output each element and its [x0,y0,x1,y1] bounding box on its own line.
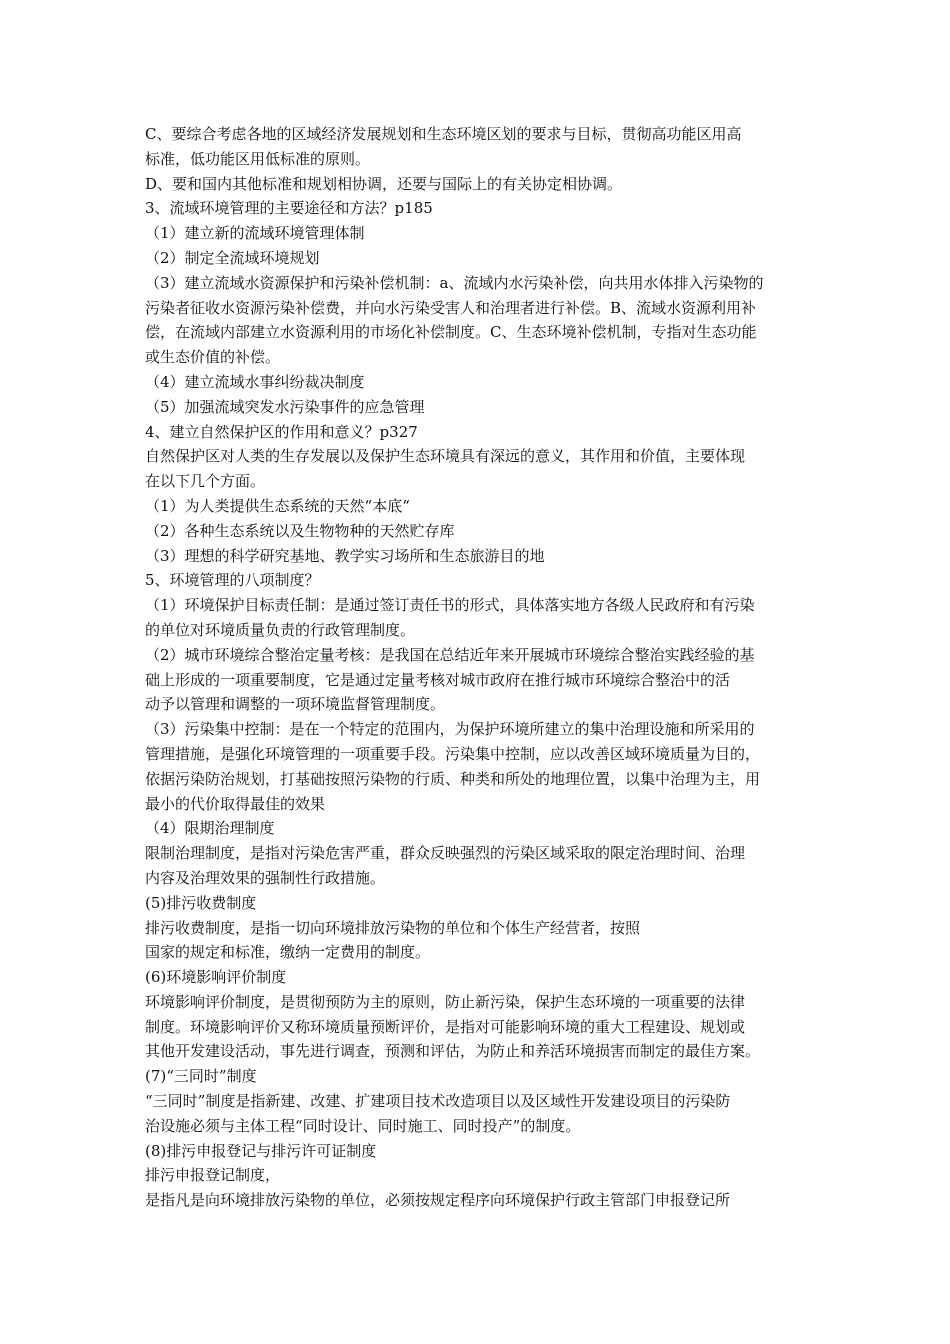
list-item: （3）污染集中控制：是在一个特定的范围内，为保护环境所建立的集中治理设施和所采用的 [145,720,755,739]
text-line: 其他开发建设活动，事先进行调查，预测和评估，为防止和养活环境损害而制定的最佳方案。 [145,1042,761,1061]
text-line: 的单位对环境质量负责的行政管理制度。 [145,620,416,639]
text-line: 标准，低功能区用低标准的原则。 [145,149,371,168]
text-line: 排污收费制度，是指一切向环境排放污染物的单位和个体生产经营者，按照 [145,918,641,937]
text-line: 偿，在流域内部建立水资源利用的市场化补偿制度。C、生态环境补偿机制，专指对生态功能 [145,323,757,342]
list-item: （4）建立流域水事纠纷裁决制度 [145,372,365,391]
list-item: （4）限期治理制度 [145,819,275,838]
section-heading: 5、环境管理的八项制度？ [145,571,320,590]
text-line: 内容及治理效果的强制性行政措施。 [145,868,386,887]
text-line: 制度。环境影响评价又称环境质量预断评价，是指对可能影响环境的重大工程建设、规划或 [145,1017,746,1036]
text-line: 或生态价值的补偿。 [145,348,281,367]
text-line: 在以下几个方面。 [145,472,266,491]
list-item: （2）城市环境综合整治定量考核：是我国在总结近年来开展城市环境综合整治实践经验的基 [145,645,755,664]
text-line: 管理措施，是强化环境管理的一项重要手段。污染集中控制，应以改善区域环境质量为目的， [145,744,761,763]
text-line: 是指凡是向环境排放污染物的单位，必须按规定程序向环境保护行政主管部门申报登记所 [145,1191,731,1210]
section-heading: 3、流域环境管理的主要途径和方法？p185 [145,199,433,218]
document-body [145,122,810,1213]
list-item: （3）理想的科学研究基地、教学实习场所和生态旅游目的地 [145,546,545,565]
list-item: （2）各种生态系统以及生物物种的天然贮存库 [145,521,455,540]
text-line: 国家的规定和标准，缴纳一定费用的制度。 [145,943,431,962]
text-line: 最小的代价取得最佳的效果 [145,794,326,813]
list-item: （1）为人类提供生态系统的天然“本底“ [145,496,410,515]
list-item: (5)排污收费制度 [145,893,257,912]
list-item: (6)环境影响评价制度 [145,968,287,987]
list-item: （2）制定全流域环境规划 [145,248,320,267]
text-line: 排污申报登记制度， [145,1166,281,1185]
text-line: 污染者征收水资源污染补偿费，并向水污染受害人和治理者进行补偿。B、流域水资源利用补 [145,298,757,317]
list-item: (7)“三同时”制度 [145,1067,257,1086]
list-item: （3）建立流域水资源保护和污染补偿机制：a、流域内水污染补偿，向共用水体排入污染物的 [145,273,764,292]
text-line: D、要和国内其他标准和规划相协调，还要与国际上的有关协定相协调。 [145,174,623,193]
list-item: (8)排污申报登记与排污许可证制度 [145,1141,377,1160]
text-line: 治设施必须与主体工程“同时设计、同时施工、同时投产”的制度。 [145,1116,581,1135]
list-item: （1）环境保护目标责任制：是通过签订责任书的形式，具体落实地方各级人民政府和有污染 [145,596,755,615]
text-line: 环境影响评价制度，是贯彻预防为主的原则，防止新污染，保护生态环境的一项重要的法律 [145,992,746,1011]
text-line: “三同时”制度是指新建、改建、扩建项目技术改造项目以及区域性开发建设项目的污染防 [145,1092,731,1111]
text-line: 础上形成的一项重要制度，它是通过定量考核对城市政府在推行城市环境综合整治中的活 [145,670,731,689]
text-line: 自然保护区对人类的生存发展以及保护生态环境具有深远的意义，其作用和价值，主要体现 [145,447,746,466]
text-line: 限制治理制度，是指对污染危害严重，群众反映强烈的污染区域采取的限定治理时间、治理 [145,844,746,863]
section-heading: 4、建立自然保护区的作用和意义？p327 [145,422,418,441]
text-line: 动予以管理和调整的一项环境监督管理制度。 [145,695,446,714]
text-line: C、要综合考虑各地的区域经济发展规划和生态环境区划的要求与目标，贯彻高功能区用高 [145,125,742,143]
list-item: （5）加强流域突发水污染事件的应急管理 [145,397,425,416]
list-item: （1）建立新的流域环境管理体制 [145,224,365,243]
text-line: 依据污染防治规划，打基础按照污染物的行质、种类和所处的地理位置，以集中治理为主，用 [145,769,761,788]
